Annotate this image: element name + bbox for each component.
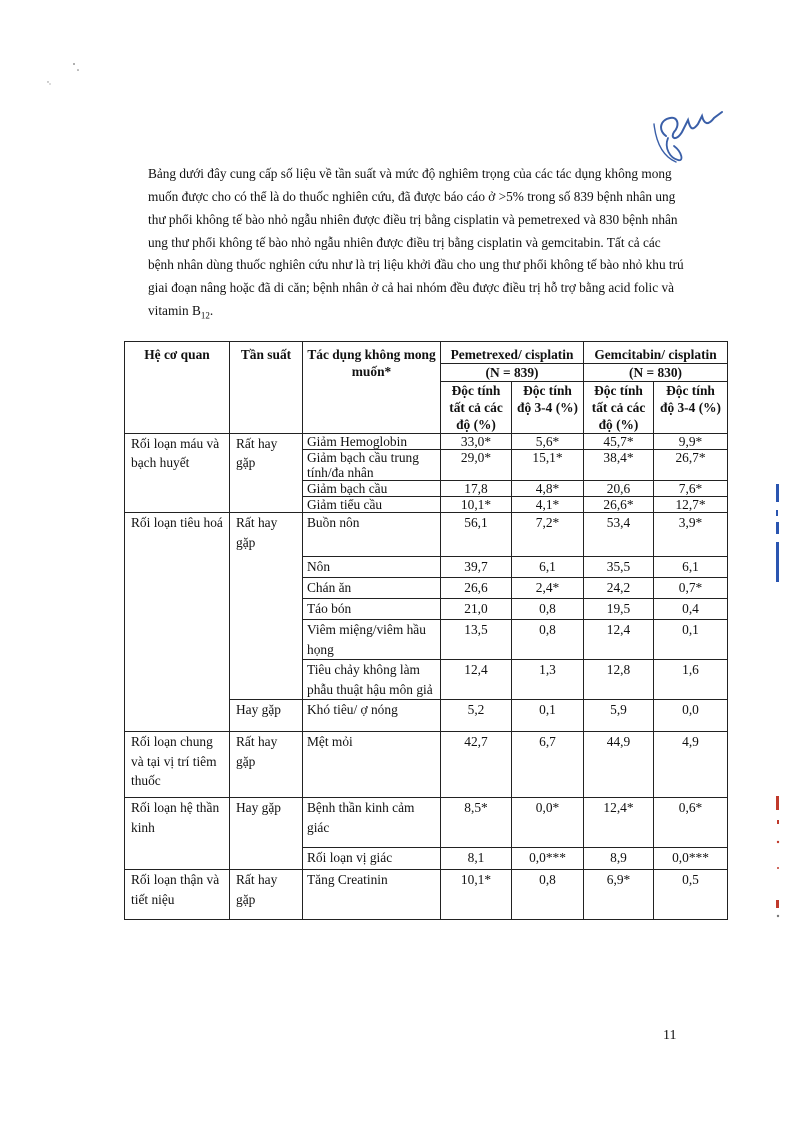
table-row: [125, 798, 728, 848]
value-cell: 12,4: [584, 620, 654, 660]
header-group2-n: (N = 830): [584, 364, 728, 382]
table-row: [125, 513, 728, 557]
adverse-events-table: [124, 341, 728, 920]
value-cell: 21,0: [441, 599, 512, 620]
value-cell: 0,4: [654, 599, 728, 620]
reaction-cell: Mệt mỏi: [303, 732, 441, 798]
frequency-cell: Hay gặp: [230, 700, 303, 732]
reaction-cell: Viêm miệng/viêm hầu họng: [303, 620, 441, 660]
value-cell: 12,4: [441, 660, 512, 700]
system-cell: Rối loạn thận và tiết niệu: [125, 870, 230, 920]
value-cell: 0,6*: [654, 798, 728, 848]
table-row: [125, 732, 728, 798]
value-cell: 44,9: [584, 732, 654, 798]
value-cell: 3,9*: [654, 513, 728, 557]
value-cell: 33,0*: [441, 434, 512, 450]
scan-specks: [40, 60, 90, 100]
value-cell: 38,4*: [584, 450, 654, 481]
value-cell: 26,7*: [654, 450, 728, 481]
value-cell: 45,7*: [584, 434, 654, 450]
value-cell: 12,4*: [584, 798, 654, 848]
value-cell: 12,7*: [654, 497, 728, 513]
value-cell: 7,6*: [654, 481, 728, 497]
reaction-cell: Bệnh thần kinh cảm giác: [303, 798, 441, 848]
value-cell: 6,9*: [584, 870, 654, 920]
intro-end-punct: .: [209, 303, 214, 319]
value-cell: 8,5*: [441, 798, 512, 848]
frequency-cell: Rất hay gặp: [230, 434, 303, 513]
value-cell: 10,1*: [441, 497, 512, 513]
header-row-1: [125, 342, 728, 364]
reaction-cell: Giảm Hemoglobin: [303, 434, 441, 450]
intro-text: Bảng dưới đây cung cấp số liệu về tần suất và mức độ nghiêm trọng của các tác dụng không mong muốn được cho có thể là do thuốc nghiên cứu, đã được báo cáo ở >5% trong số 839 bệnh nhân ung thư phổi không tế bào nhỏ ngẫu nhiên được điều trị bằng cisplatin và pemetrexed và 830 bệnh nhân ung thư phổi không tế bào nhỏ ngẫu nhiên được điều trị bằng cisplatin và gemcitabin. Tất cả các bệnh nhân dùng thuốc nghiên cứu như là trị liệu khởi đầu cho ung thư phổi không tế bào nhỏ khu trú giai đoạn nâng hoặc đã di căn; bệnh nhân ở cả hai nhóm đều được điều trị hỗ trợ bằng acid folic và vitamin: [148, 166, 684, 319]
header-g1-all-grades: Độc tính tất cả các độ (%): [441, 382, 512, 434]
value-cell: 9,9*: [654, 434, 728, 450]
value-cell: 4,8*: [512, 481, 584, 497]
value-cell: 6,7: [512, 732, 584, 798]
vitamin-letter: B: [191, 303, 201, 319]
system-cell: Rối loạn chung và tại vị trí tiêm thuốc: [125, 732, 230, 798]
frequency-cell: Rất hay gặp: [230, 870, 303, 920]
value-cell: 5,6*: [512, 434, 584, 450]
header-g2-all-grades: Độc tính tất cả các độ (%): [584, 382, 654, 434]
value-cell: 35,5: [584, 557, 654, 578]
value-cell: 0,8: [512, 870, 584, 920]
intro-paragraph: [148, 163, 688, 327]
system-cell: Rối loạn máu và bạch huyết: [125, 434, 230, 513]
value-cell: 7,2*: [512, 513, 584, 557]
reaction-cell: Tăng Creatinin: [303, 870, 441, 920]
reaction-cell: Giảm tiểu cầu: [303, 497, 441, 513]
value-cell: 42,7: [441, 732, 512, 798]
system-cell: Rối loạn tiêu hoá: [125, 513, 230, 732]
reaction-cell: Giảm bạch cầu: [303, 481, 441, 497]
value-cell: 19,5: [584, 599, 654, 620]
reaction-cell: Khó tiêu/ ợ nóng: [303, 700, 441, 732]
value-cell: 0,1: [654, 620, 728, 660]
table-row: [125, 870, 728, 920]
value-cell: 17,8: [441, 481, 512, 497]
value-cell: 4,1*: [512, 497, 584, 513]
value-cell: 0,5: [654, 870, 728, 920]
header-reaction: Tác dụng không mong muốn*: [303, 342, 441, 434]
reaction-cell: Chán ăn: [303, 578, 441, 599]
value-cell: 26,6*: [584, 497, 654, 513]
value-cell: 1,6: [654, 660, 728, 700]
value-cell: 6,1: [512, 557, 584, 578]
value-cell: 0,7*: [654, 578, 728, 599]
frequency-cell: Hay gặp: [230, 798, 303, 870]
value-cell: 12,8: [584, 660, 654, 700]
reaction-cell: Tiêu chảy không làm phẫu thuật hậu môn giả: [303, 660, 441, 700]
page-number: 11: [663, 1028, 677, 1043]
reaction-cell: Giảm bạch cầu trung tính/đa nhân: [303, 450, 441, 481]
value-cell: 0,0***: [512, 848, 584, 870]
value-cell: 13,5: [441, 620, 512, 660]
value-cell: 39,7: [441, 557, 512, 578]
value-cell: 53,4: [584, 513, 654, 557]
value-cell: 0,8: [512, 599, 584, 620]
frequency-cell: Rất hay gặp: [230, 513, 303, 700]
value-cell: 26,6: [441, 578, 512, 599]
system-cell: Rối loạn hệ thần kinh: [125, 798, 230, 870]
reaction-cell: Buồn nôn: [303, 513, 441, 557]
value-cell: 0,8: [512, 620, 584, 660]
header-group1-n: (N = 839): [441, 364, 584, 382]
value-cell: 2,4*: [512, 578, 584, 599]
value-cell: 8,1: [441, 848, 512, 870]
handwritten-signature: [648, 102, 728, 164]
value-cell: 10,1*: [441, 870, 512, 920]
value-cell: 5,9: [584, 700, 654, 732]
value-cell: 20,6: [584, 481, 654, 497]
value-cell: 0,0*: [512, 798, 584, 848]
value-cell: 8,9: [584, 848, 654, 870]
reaction-cell: Nôn: [303, 557, 441, 578]
reaction-cell: Táo bón: [303, 599, 441, 620]
reaction-cell: Rối loạn vị giác: [303, 848, 441, 870]
value-cell: 6,1: [654, 557, 728, 578]
value-cell: 5,2: [441, 700, 512, 732]
header-frequency: Tần suất: [230, 342, 303, 434]
value-cell: 15,1*: [512, 450, 584, 481]
value-cell: 56,1: [441, 513, 512, 557]
vitamin-subscript: 12: [200, 310, 210, 321]
value-cell: 1,3: [512, 660, 584, 700]
margin-marks: [770, 470, 790, 940]
header-g1-grade34: Độc tính độ 3-4 (%): [512, 382, 584, 434]
header-system: Hệ cơ quan: [125, 342, 230, 434]
value-cell: 4,9: [654, 732, 728, 798]
value-cell: 0,0: [654, 700, 728, 732]
value-cell: 0,1: [512, 700, 584, 732]
value-cell: 29,0*: [441, 450, 512, 481]
frequency-cell: Rất hay gặp: [230, 732, 303, 798]
value-cell: 24,2: [584, 578, 654, 599]
header-g2-grade34: Độc tính độ 3-4 (%): [654, 382, 728, 434]
header-pemetrexed-cisplatin: Pemetrexed/ cisplatin: [441, 342, 584, 364]
table-row: [125, 434, 728, 450]
value-cell: 0,0***: [654, 848, 728, 870]
header-gemcitabin-cisplatin: Gemcitabin/ cisplatin: [584, 342, 728, 364]
